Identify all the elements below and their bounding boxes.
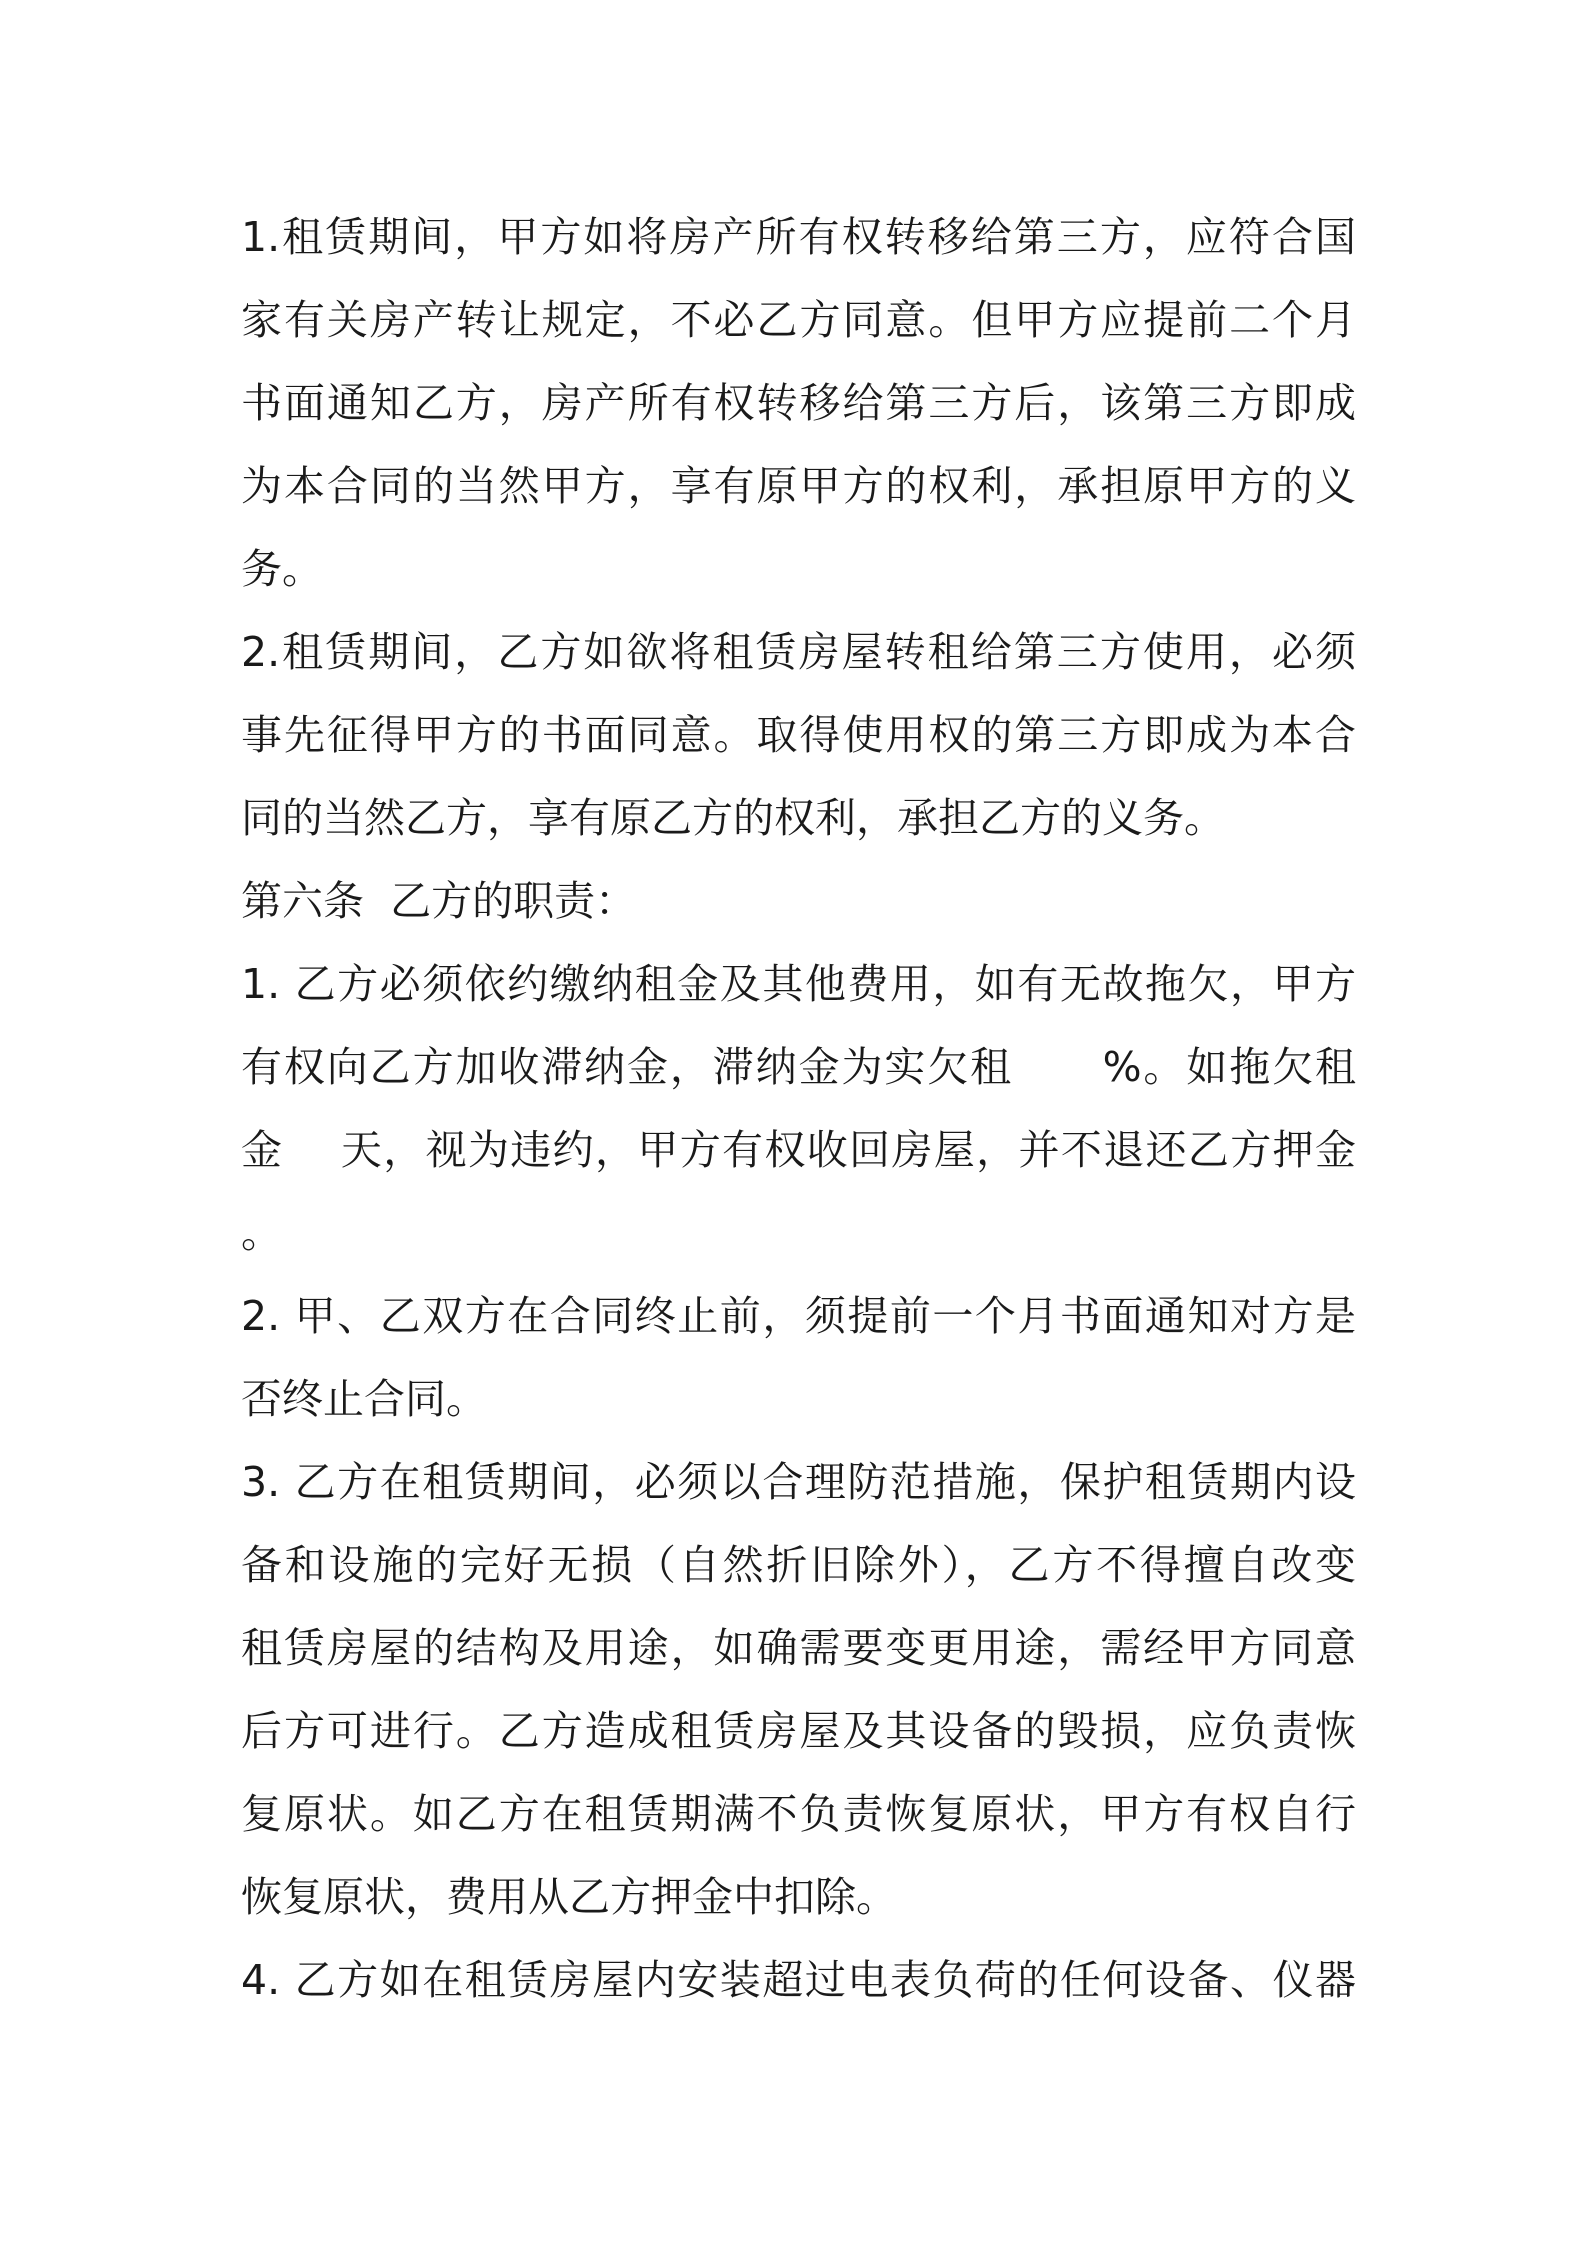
text-line: 事先征得甲方的书面同意。取得使用权的第三方即成为本合	[241, 711, 1356, 759]
text-line: 3. 乙方在租赁期间，必须以合理防范措施，保护租赁期内设	[241, 1458, 1356, 1506]
text-line: 租赁房屋的结构及用途，如确需要变更用途，需经甲方同意	[241, 1624, 1356, 1672]
text-line: 家有关房产转让规定，不必乙方同意。但甲方应提前二个月	[241, 296, 1356, 344]
text-line: 为本合同的当然甲方，享有原甲方的权利，承担原甲方的义	[241, 462, 1356, 510]
text-line: 4. 乙方如在租赁房屋内安装超过电表负荷的任何设备、仪器	[241, 1956, 1356, 2004]
text-line: 书面通知乙方，房产所有权转移给第三方后，该第三方即成	[241, 379, 1356, 427]
contract-text-block	[241, 196, 1356, 2022]
text-line: 复原状。如乙方在租赁期满不负责恢复原状，甲方有权自行	[241, 1790, 1356, 1838]
text-line: 否终止合同。	[241, 1375, 487, 1423]
text-line: 有权向乙方加收滞纳金，滞纳金为实欠租 %。如拖欠租	[241, 1043, 1356, 1091]
text-line: 1.租赁期间，甲方如将房产所有权转移给第三方，应符合国	[241, 213, 1356, 261]
text-line: 。	[241, 1209, 282, 1257]
section-heading: 第六条 乙方的职责：	[241, 877, 637, 925]
text-line: 务。	[241, 545, 323, 593]
text-line: 2. 甲、乙双方在合同终止前，须提前一个月书面通知对方是	[241, 1292, 1356, 1340]
text-line: 1. 乙方必须依约缴纳租金及其他费用，如有无故拖欠，甲方	[241, 960, 1356, 1008]
text-line: 后方可进行。乙方造成租赁房屋及其设备的毁损，应负责恢	[241, 1707, 1356, 1755]
text-line: 同的当然乙方，享有原乙方的权利，承担乙方的义务。	[241, 794, 1225, 842]
text-line: 2.租赁期间，乙方如欲将租赁房屋转租给第三方使用，必须	[241, 628, 1356, 676]
text-line: 金 天，视为违约，甲方有权收回房屋，并不退还乙方押金	[241, 1126, 1356, 1174]
text-line: 备和设施的完好无损（自然折旧除外），乙方不得擅自改变	[241, 1541, 1356, 1589]
text-line: 恢复原状，费用从乙方押金中扣除。	[241, 1873, 897, 1921]
